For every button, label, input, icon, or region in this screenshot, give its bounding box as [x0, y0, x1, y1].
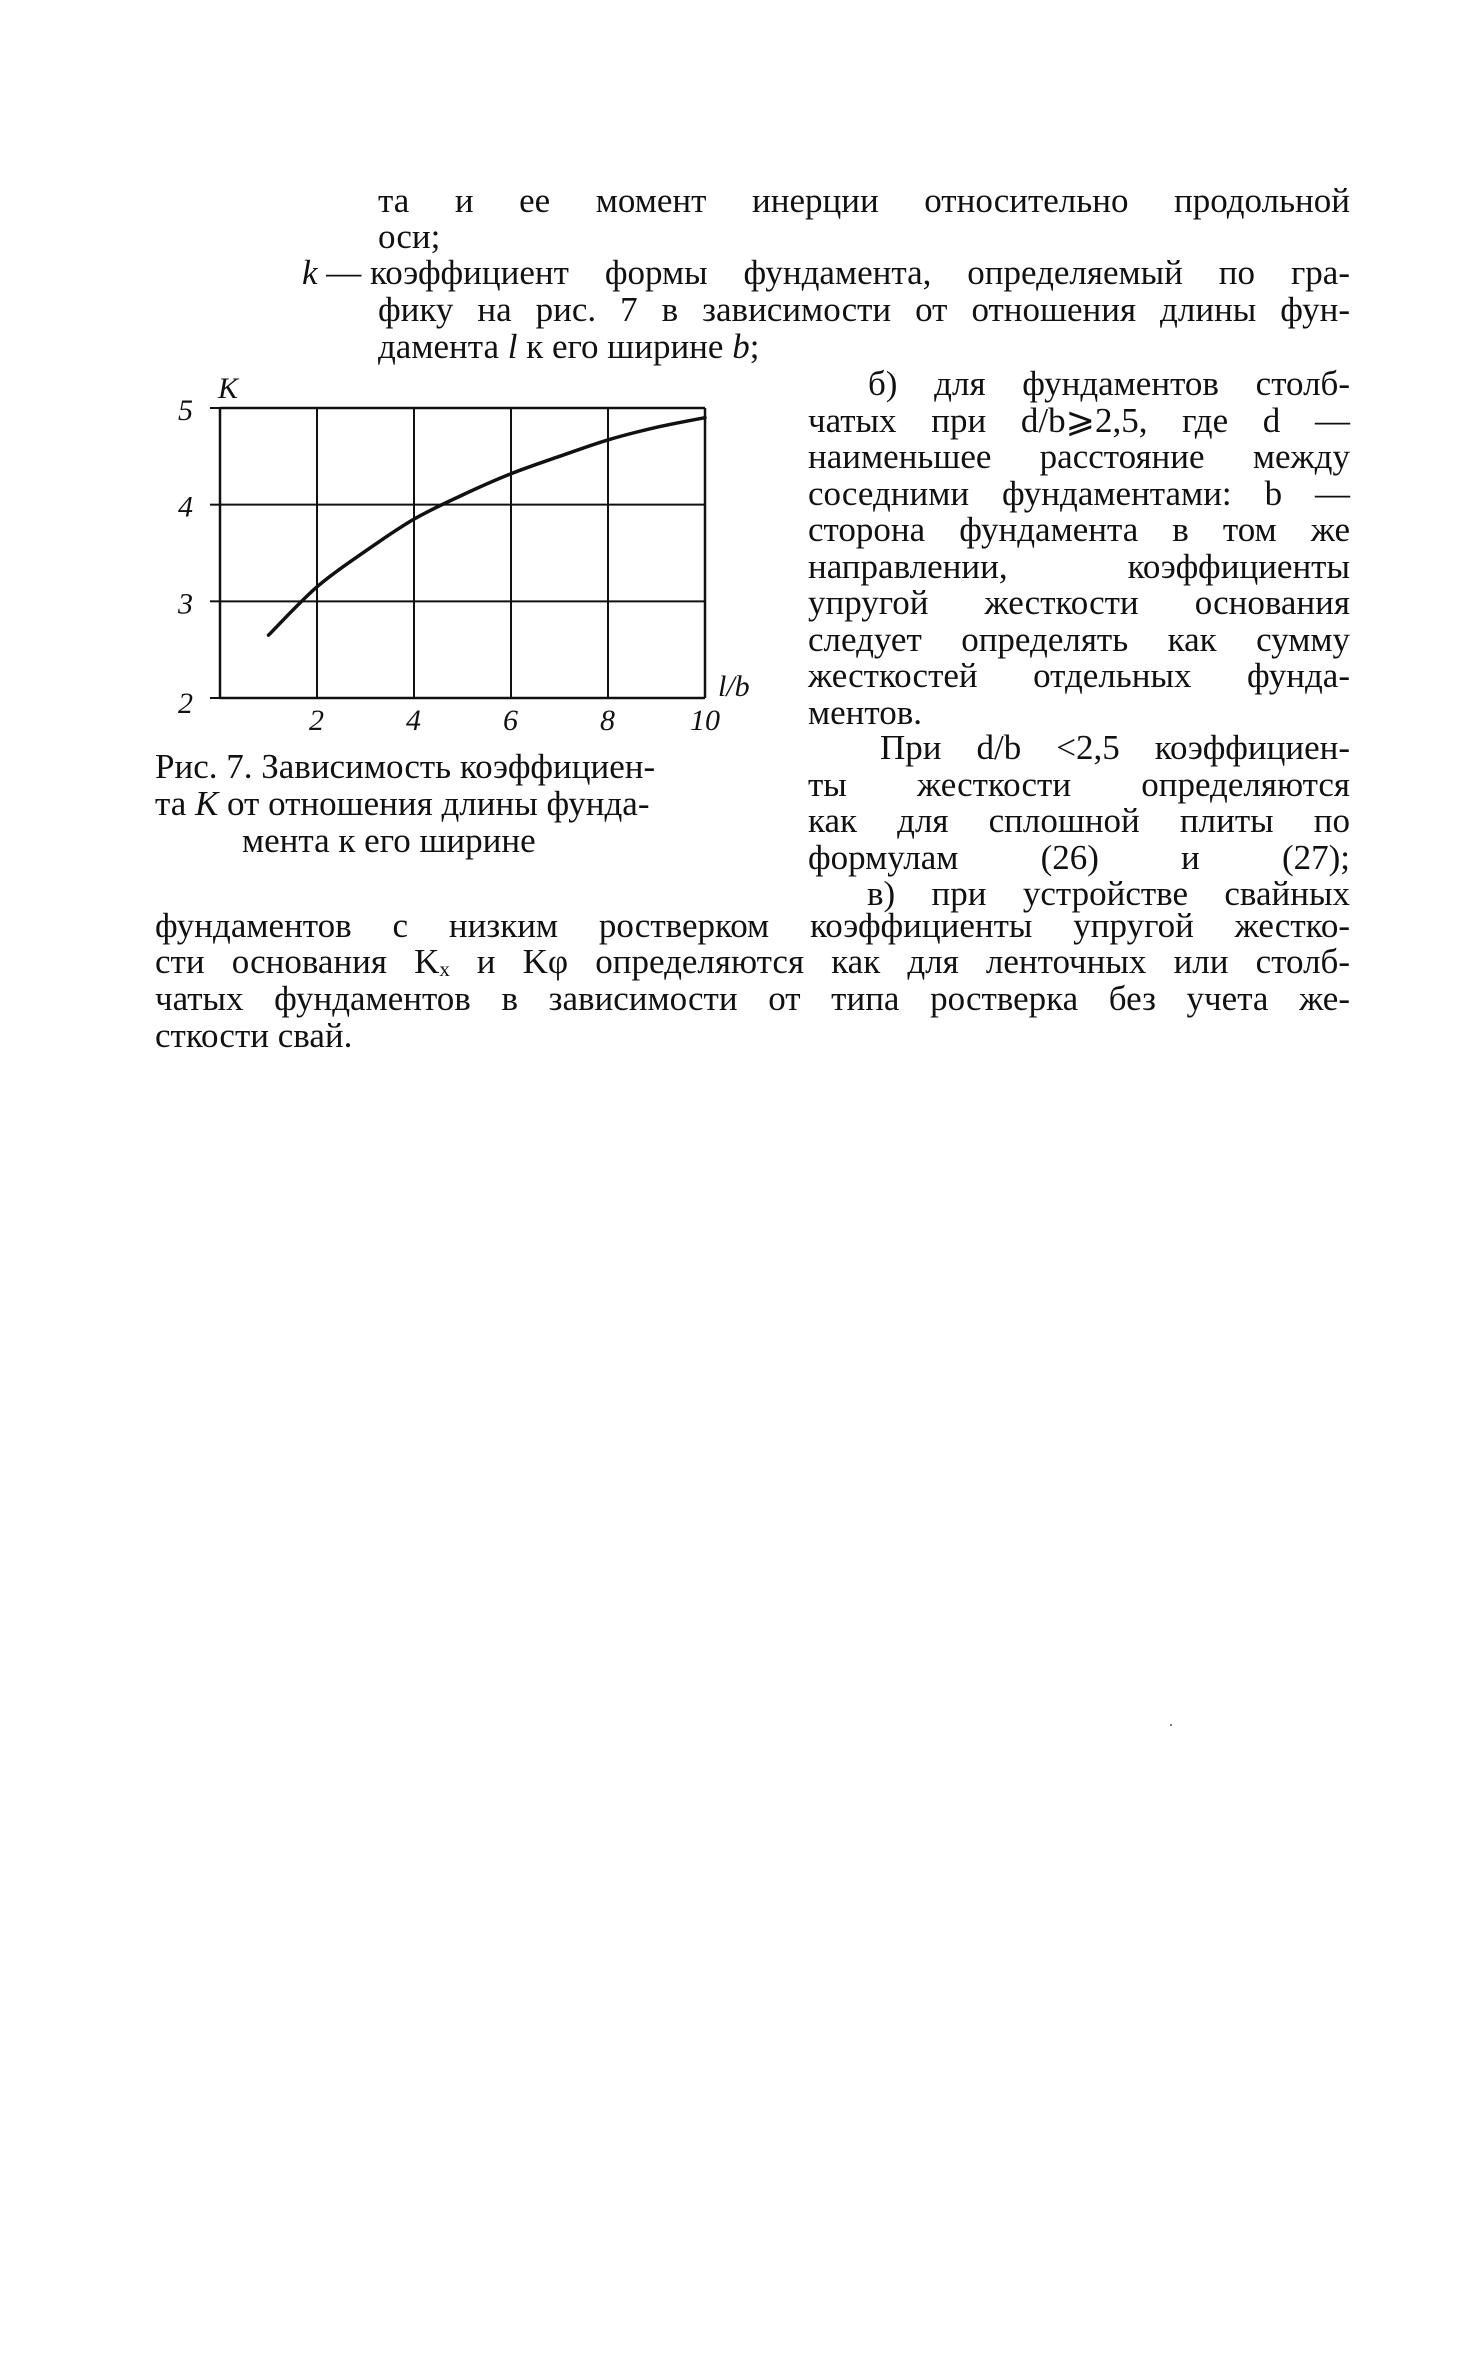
- text-line: направлении, коэффициенты: [808, 546, 1350, 586]
- figure-caption-line-1: Рис. 7. Зависимость коэффициен-: [155, 747, 656, 786]
- x-tick-label: 4: [406, 704, 421, 737]
- figure-caption-line-2: [155, 785, 650, 822]
- text-line: сторона фундамента в том же: [808, 510, 1350, 549]
- text-line: фундаментов с низким ростверком коэффициенты упругой жестко-: [155, 906, 1350, 945]
- symbol-K: К: [195, 784, 219, 823]
- text-segment: дамента: [378, 327, 508, 366]
- chart-grid: [210, 408, 705, 698]
- text-line: ты жесткости определяются: [808, 764, 1350, 804]
- text-line: как для сплошной плиты по: [808, 801, 1350, 840]
- text-line: упругой жесткости основания: [808, 583, 1350, 622]
- x-axis-label: l/b: [718, 670, 750, 703]
- text-line: чатых при d/b⩾2,5, где d —: [808, 400, 1350, 440]
- x-tick-labels: [309, 704, 720, 737]
- k-definition-line-1: [302, 255, 1350, 291]
- dash: —: [317, 253, 371, 292]
- text-line: ментов.: [808, 692, 923, 732]
- text-line: формулам (26) и (27);: [808, 837, 1350, 877]
- symbol-l: l: [507, 327, 518, 366]
- text-line: соседними фундаментами: b —: [808, 473, 1350, 513]
- scan-speck: [1170, 1724, 1172, 1726]
- y-tick-label: 4: [178, 490, 193, 524]
- text-line: б) для фундаментов столб-: [868, 364, 1350, 403]
- y-tick-label: 5: [178, 394, 193, 427]
- y-axis-label: K: [218, 372, 239, 405]
- figure-7-chart: [160, 368, 760, 738]
- x-tick-label: 10: [690, 704, 720, 737]
- symbol-b: b: [732, 327, 750, 366]
- text-segment: та: [155, 784, 196, 823]
- text-line: оси;: [378, 217, 441, 256]
- text-line: сткости свай.: [155, 1016, 353, 1055]
- text-line: сти основания Kₓ и Kφ определяются как для ленточных или столб-: [155, 942, 1350, 981]
- text-line: та и ее момент инерции относительно продольной: [378, 181, 1350, 220]
- symbol-k: k: [302, 253, 318, 292]
- y-tick-labels: [177, 394, 193, 720]
- x-tick-label: 6: [503, 704, 518, 737]
- text-line: чатых фундаментов в зависимости от типа ростверка без учета же-: [155, 979, 1350, 1018]
- text-line: жесткостей отдельных фунда-: [808, 656, 1350, 695]
- figure-caption-line-3: мента к его ширине: [242, 821, 536, 860]
- x-tick-label: 2: [309, 704, 324, 737]
- x-tick-label: 8: [600, 704, 615, 737]
- text-segment: ;: [749, 327, 760, 366]
- text-line: При d/b <2,5 коэффициен-: [880, 728, 1350, 767]
- text-line: наименьшее расстояние между: [808, 437, 1350, 476]
- text-line: следует определять как сумму: [808, 619, 1350, 659]
- y-tick-label: 3: [178, 587, 193, 621]
- y-tick-label: 2: [178, 687, 193, 720]
- text-line: фику на рис. 7 в зависимости от отношения длины фун-: [378, 290, 1350, 329]
- text-line: в) при устройстве свайных: [867, 874, 1350, 913]
- series-curve: [269, 418, 706, 635]
- k-definition-line-3: [378, 329, 759, 365]
- text-segment: от отношения длины фунда-: [218, 784, 650, 823]
- text-segment: к его ширине: [517, 327, 733, 366]
- text-segment: коэффициент формы фундамента, определяемый по гра-: [370, 253, 1350, 292]
